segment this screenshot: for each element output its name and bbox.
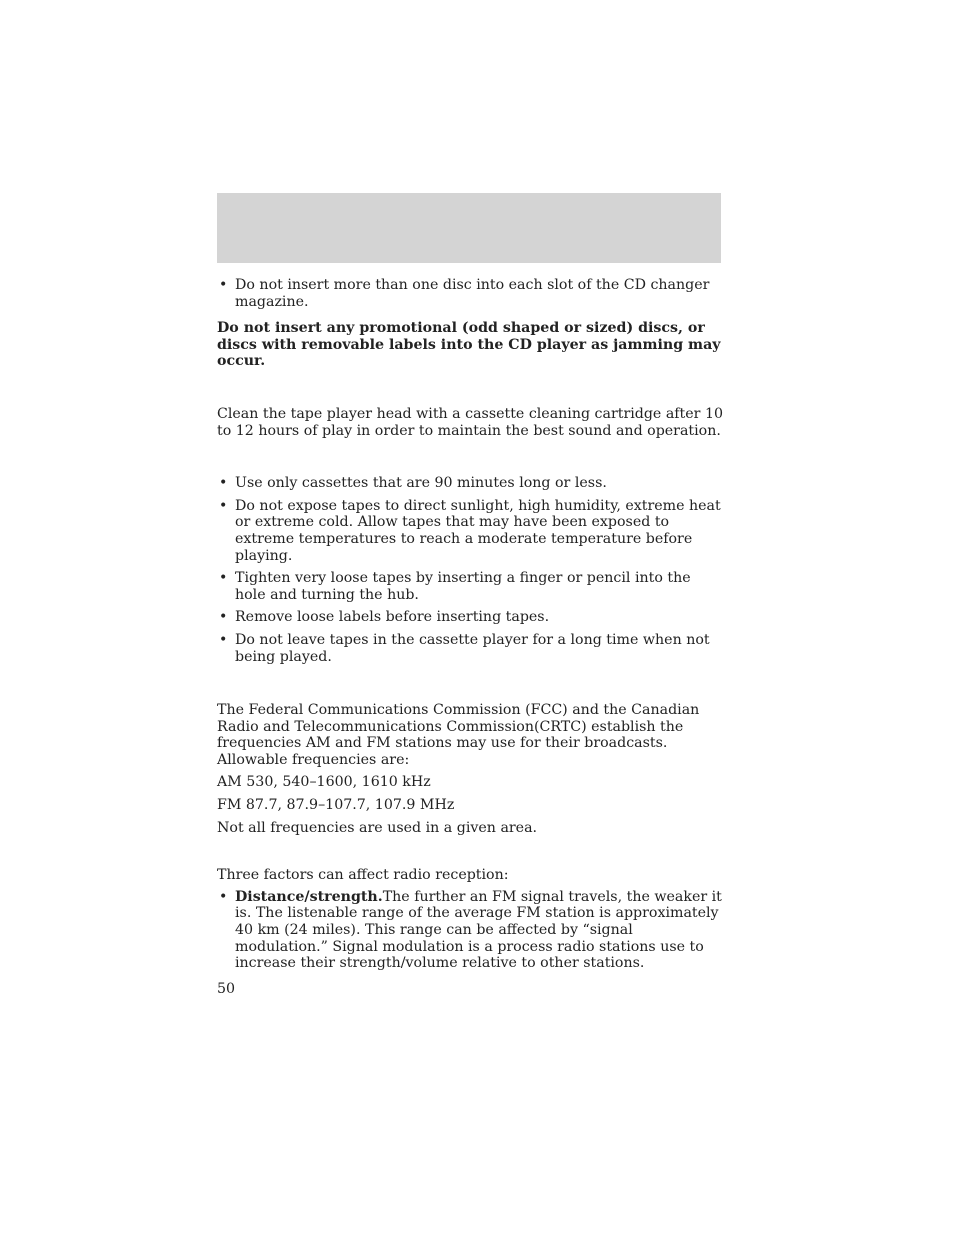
list-item: • Use only cassettes that are 90 minutes long or less. <box>217 475 723 492</box>
page-content <box>217 277 723 978</box>
list-item: • Do not expose tapes to direct sunlight, high humidity, extreme heat or extreme cold. Allow tapes that may have been exposed to extreme temperatures to reach a moderate temperature before playing. <box>217 498 723 564</box>
list-item: • Do not insert more than one disc into each slot of the CD changer magazine. <box>217 277 723 310</box>
list-item: • Remove loose labels before inserting tapes. <box>217 609 723 626</box>
tape-care-list <box>217 475 723 665</box>
list-item: • Do not leave tapes in the cassette player for a long time when not being played. <box>217 632 723 665</box>
section-header-band <box>217 193 721 263</box>
disc-care-list <box>217 277 723 310</box>
reception-intro: Three factors can affect radio reception: <box>217 867 509 884</box>
list-item: • Tighten very loose tapes by inserting a finger or pencil into the hole and turning the hub. <box>217 570 723 603</box>
fm-frequencies: FM 87.7, 87.9–107.7, 107.9 MHz <box>217 797 455 814</box>
list-item <box>217 889 723 972</box>
reception-factors-list <box>217 889 723 972</box>
factor-term: Distance/strength. <box>235 888 383 905</box>
factor-description: The further an FM signal travels, the weaker it is. The listenable range of the average FM station is approximately 40 km (24 miles). This range can be affected by “signal modulation.” Signal modulation is a process radio stations use to increase their strength/volume relative to other stations. <box>235 888 722 972</box>
jamming-warning: Do not insert any promotional (odd shaped or sized) discs, or discs with removable labels into the CD player as jamming may occur. <box>217 320 721 370</box>
area-note: Not all frequencies are used in a given area. <box>217 819 538 836</box>
am-frequencies: AM 530, 540–1600, 1610 kHz <box>217 774 431 791</box>
fcc-paragraph: The Federal Communications Commission (FCC) and the Canadian Radio and Telecommunications Commission(CRTC) establish the frequencies AM and FM stations may use for their broadcasts. Allowable frequencies are: <box>217 702 700 768</box>
cleaning-paragraph: Clean the tape player head with a cassette cleaning cartridge after 10 to 12 hours of play in order to maintain the best sound and operation. <box>217 405 723 439</box>
page-number: 50 <box>217 981 236 997</box>
